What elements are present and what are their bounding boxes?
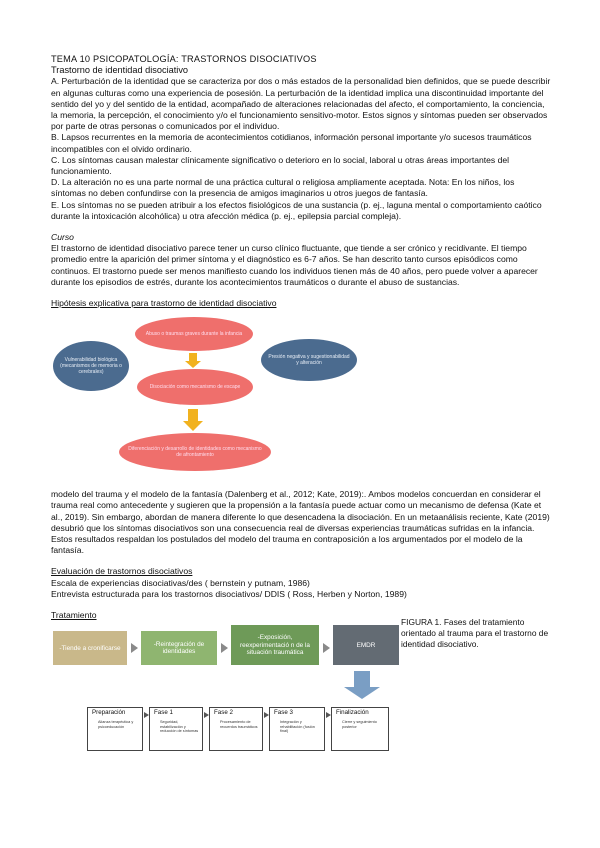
phase-desc: Seguridad, estabilización y reducción de síntomas (160, 720, 199, 734)
phase-label: Fase 3 (274, 709, 293, 717)
curso-heading: Curso (51, 232, 74, 243)
arrow-down-2-icon (188, 409, 198, 421)
phase-label: Fase 1 (154, 709, 173, 717)
diagram-node-vulnerabilidad: Vulnerabilidad biológica (mecanismos de memoria o cerebrales) (53, 341, 129, 391)
arrow-down-emdr-icon (354, 671, 370, 687)
treatment-diagram (51, 617, 551, 803)
diagram-node-presion: Presión negativa y sugestionabilidad y alteración (261, 339, 357, 381)
diagram-node-trauma: Abuso o traumas graves durante la infancia (135, 317, 253, 351)
arrow-down-2-head-icon (183, 421, 203, 431)
criterion-a: A. Perturbación de la identidad que se caracteriza por dos o más estados de la personalidad bien definidos, que se puede describir en algunas culturas como una experiencia de posesión. La perturbación de la identidad implica una discontinuidad importante del sentido del yo y del sentido de la entidad, acompañado de alteraciones relacionadas del afecto, el comportamiento, la conciencia, la memoria, la percepción, el conocimiento y/o el funcionamiento sensitivo-motor. Estos signos y síntomas pueden ser observados por parte de otras personas o comunicados por el individuo. (51, 76, 551, 132)
phase-finalizacion (331, 707, 389, 751)
hypothesis-diagram (51, 309, 551, 489)
criterion-e: E. Los síntomas no se pueden atribuir a los efectos fisiológicos de una sustancia (p. ej., laguna mental o comportamiento caótico durante la intoxicación alcohólica) u otra afección médica (p. ej., epilepsia parcial compleja). (51, 199, 542, 221)
evaluacion-heading: Evaluación de trastornos disociativos (51, 566, 193, 577)
section-subtitle: Trastorno de identidad disociativo (51, 65, 189, 76)
phase-label: Finalización (336, 709, 369, 717)
evaluacion-item-ddis: Entrevista estructurada para los trastornos disociativos/ DDIS ( Ross, Herben y Norton, 1989) (51, 588, 407, 599)
page-title: TEMA 10 PSICOPATOLOGÍA: TRASTORNOS DISOCIATIVOS (51, 54, 317, 64)
phase-label: Preparación (92, 709, 126, 717)
arrow-down-1-icon (189, 353, 197, 361)
phase-desc: Alianza terapéutica y psicoeducación (98, 720, 134, 729)
treatment-box-cronificarse: -Tiende a cronificarse (53, 631, 127, 665)
arrow-right-1-icon (131, 643, 138, 653)
evaluacion-item-des: Escala de experiencias disociativas/des ( bernstein y putnam, 1986) (51, 577, 310, 588)
phase-preparacion (87, 707, 143, 751)
treatment-box-reintegracion: -Reintegración de identidades (141, 631, 217, 665)
arrow-right-3-icon (323, 643, 330, 653)
phase-desc: Procesamiento de recuerdos traumáticos (220, 720, 258, 729)
criterion-b: B. Lapsos recurrentes en la memoria de acontecimientos cotidianos, información personal importante y/o sucesos traumáticos incompatibles con el olvido ordinario. (51, 132, 532, 154)
arrow-down-emdr-head-icon (344, 687, 380, 699)
treatment-box-exposicion: -Exposición, reexperimentació n de la situación traumática (231, 625, 319, 665)
criterion-d: D. La alteración no es una parte normal de una práctica cultural o religiosa ampliamente aceptada. Nota: En los niños, los síntomas no deben confundirse con la presencia de amigos imaginarios u otros juegos de fantasía. (51, 177, 515, 199)
hipotesis-heading: Hipótesis explicativa para trastorno de identidad disociativo (51, 298, 277, 309)
hipotesis-text: modelo del trauma y el modelo de la fantasía (Dalenberg et al., 2012; Kate, 2019):. Ambos modelos concuerdan en considerar el trauma real como antecedente y sugieren que la propensión a la fantasía puede actuar como un mecanismo de defensa (Kate et al., 2019). Sin embargo, abordan de manera diferente lo que desencadena la disociación. En un metaanálisis reciente, Kate (2019) desubrió que los síntomas disociativos son una consecuencia real de diversas experiencias traumáticas sufridas en la infancia. Estos resultados respaldan los postulados del modelo del trauma en contraposición a los argumentados por el modelo de la fantasía. (51, 489, 550, 556)
diagram-node-disociacion: Disociación como mecanismo de escape (137, 369, 253, 405)
arrow-right-2-icon (221, 643, 228, 653)
phase-fase-2 (209, 707, 263, 751)
treatment-box-emdr: EMDR (333, 625, 399, 665)
phase-desc: Integración y rehabilitación (fusión final) (280, 720, 315, 734)
phase-label: Fase 2 (214, 709, 233, 717)
phase-fase-3 (269, 707, 325, 751)
tratamiento-heading: Tratamiento (51, 610, 97, 621)
diagram-node-identidades: Diferenciación y desarrollo de identidades como mecanismo de afrontamiento (119, 433, 271, 471)
criterion-c: C. Los síntomas causan malestar clínicamente significativo o deterioro en lo social, laboral u otras áreas importantes del funcionamiento. (51, 154, 510, 177)
phase-desc: Cierre y seguimiento posterior (342, 720, 377, 729)
figure-caption: FIGURA 1. Fases del tratamiento orientado al trauma para el trastorno de identidad disociativo. (401, 617, 549, 650)
document-page (51, 54, 551, 803)
curso-text: El trastorno de identidad disociativo parece tener un curso clínico fluctuante, que tiende a ser crónico y recidivante. El tiempo promedio entre la aparición del primer síntoma y el diagnóstico es 6-7 años. Se han descrito tanto cursos episódicos como continuos. El trastorno puede ser menos manifiesto cuando los individuos tienen más de 40 años, pero puede volver a aparecer durante los episodios de estrés, durante los acontecimientos traumáticos o durante el abuso de sustancias. (51, 243, 538, 287)
arrow-down-1-head-icon (185, 361, 201, 368)
phase-fase-1 (149, 707, 203, 751)
